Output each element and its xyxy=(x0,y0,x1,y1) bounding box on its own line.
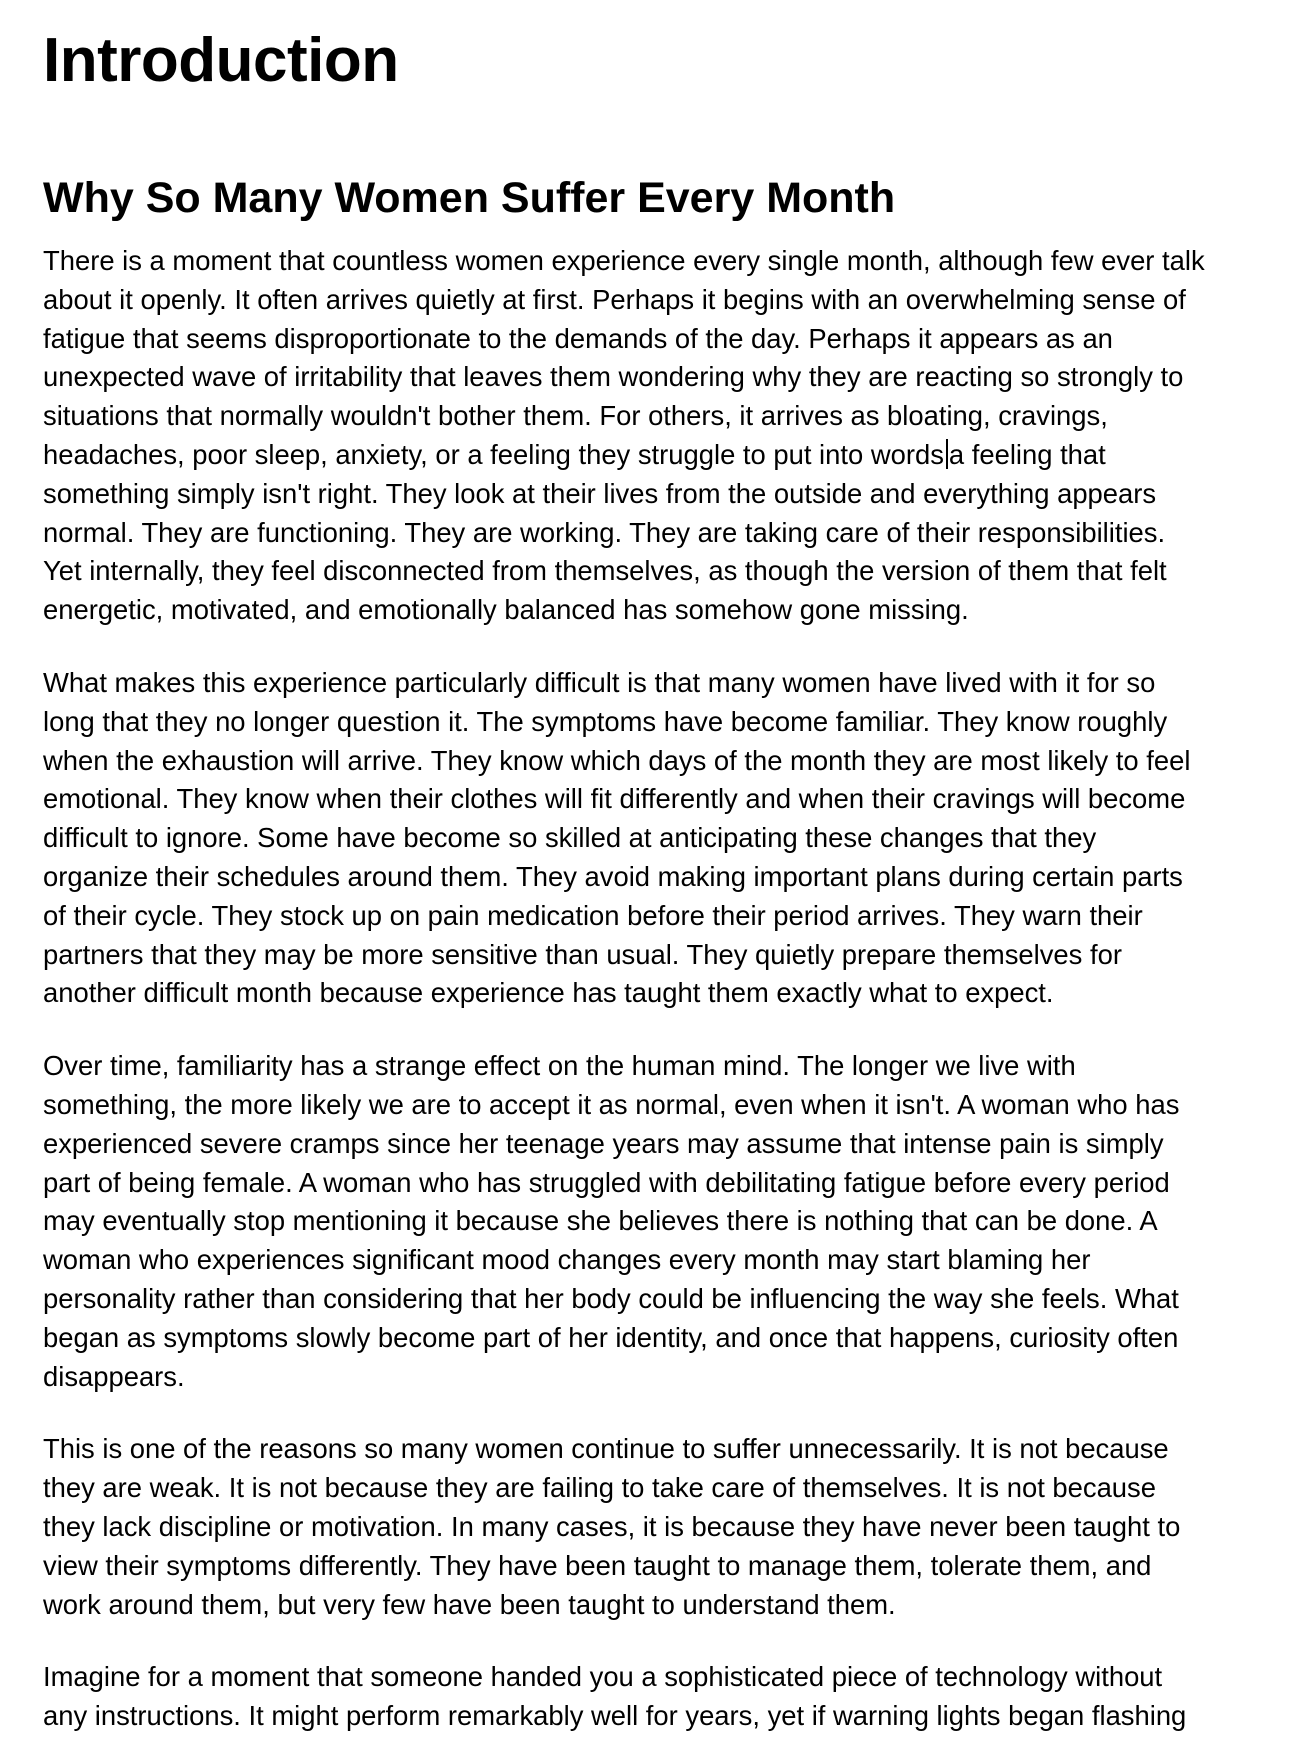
document-content xyxy=(43,22,1305,1740)
text-line: normal. They are functioning. They are working. They are taking care of their responsibilities. xyxy=(43,516,1166,548)
text-line: long that they no longer question it. The symptoms have become familiar. They know roughly xyxy=(43,705,1168,737)
paragraph-4[interactable] xyxy=(43,1430,1305,1624)
section-heading: Why So Many Women Suffer Every Month xyxy=(43,174,896,222)
text-line: they lack discipline or motivation. In many cases, it is because they have never been taught to xyxy=(43,1510,1181,1542)
text-line: any instructions. It might perform remarkably well for years, yet if warning lights began flashing xyxy=(43,1700,1187,1732)
text-line: work around them, but very few have been taught to understand them. xyxy=(43,1588,896,1620)
text-line: another difficult month because experience has taught them exactly what to expect. xyxy=(43,977,1054,1009)
text-line-with-caret xyxy=(43,436,1305,475)
text-line: about it openly. It often arrives quietly at first. Perhaps it begins with an overwhelming sense of xyxy=(43,283,1186,315)
text-line: fatigue that seems disproportionate to the demands of the day. Perhaps it appears as an xyxy=(43,322,1113,354)
text-line: What makes this experience particularly difficult is that many women have lived with it for so xyxy=(43,666,1156,698)
text-line: emotional. They know when their clothes will fit differently and when their cravings will become xyxy=(43,783,1186,815)
text-line: Over time, familiarity has a strange effect on the human mind. The longer we live with xyxy=(43,1050,1076,1082)
text-line: part of being female. A woman who has struggled with debilitating fatigue before every period xyxy=(43,1166,1170,1198)
paragraph-5[interactable] xyxy=(43,1658,1305,1736)
text-line: something simply isn't right. They look at their lives from the outside and everything appears xyxy=(43,477,1157,509)
text-line: of their cycle. They stock up on pain medication before their period arrives. They warn their xyxy=(43,899,1143,931)
text-line: began as symptoms slowly become part of her identity, and once that happens, curiosity often xyxy=(43,1321,1179,1353)
body-text[interactable] xyxy=(43,242,1305,1736)
text-line: This is one of the reasons so many women continue to suffer unnecessarily. It is not because xyxy=(43,1433,1169,1465)
text-line: woman who experiences significant mood changes every month may start blaming her xyxy=(43,1244,1091,1276)
text-line: situations that normally wouldn't bother them. For others, it arrives as bloating, cravings, xyxy=(43,400,1108,432)
text-segment: headaches, poor sleep, anxiety, or a feeling they struggle to put into words xyxy=(43,438,944,470)
text-line: something, the more likely we are to accept it as normal, even when it isn't. A woman who has xyxy=(43,1088,1180,1120)
paragraph-2[interactable] xyxy=(43,664,1305,1013)
text-line: difficult to ignore. Some have become so skilled at anticipating these changes that they xyxy=(43,822,1097,854)
text-cursor xyxy=(946,439,948,469)
paragraph-3[interactable] xyxy=(43,1047,1305,1396)
text-line: unexpected wave of irritability that leaves them wondering why they are reacting so strongly to xyxy=(43,361,1184,393)
text-line: Yet internally, they feel disconnected from themselves, as though the version of them that felt xyxy=(43,555,1167,587)
text-segment: a feeling that xyxy=(948,438,1106,470)
text-line: disappears. xyxy=(43,1360,185,1392)
text-line: they are weak. It is not because they are failing to take care of themselves. It is not because xyxy=(43,1472,1156,1504)
text-line: There is a moment that countless women experience every single month, although few ever talk xyxy=(43,245,1205,276)
paragraph-1[interactable] xyxy=(43,242,1305,630)
text-line: energetic, motivated, and emotionally balanced has somehow gone missing. xyxy=(43,594,969,626)
text-line: personality rather than considering that her body could be influencing the way she feels. What xyxy=(43,1282,1179,1314)
text-line: view their symptoms differently. They have been taught to manage them, tolerate them, and xyxy=(43,1549,1152,1581)
text-line: organize their schedules around them. They avoid making important plans during certain parts xyxy=(43,860,1183,892)
text-line: experienced severe cramps since her teenage years may assume that intense pain is simply xyxy=(43,1127,1164,1159)
text-line: when the exhaustion will arrive. They know which days of the month they are most likely to feel xyxy=(43,744,1191,776)
text-line: may eventually stop mentioning it because she believes there is nothing that can be done. A xyxy=(43,1205,1158,1237)
text-line: partners that they may be more sensitive than usual. They quietly prepare themselves for xyxy=(43,938,1122,970)
page-title: Introduction xyxy=(43,26,399,95)
text-line: Imagine for a moment that someone handed you a sophisticated piece of technology without xyxy=(43,1661,1163,1693)
